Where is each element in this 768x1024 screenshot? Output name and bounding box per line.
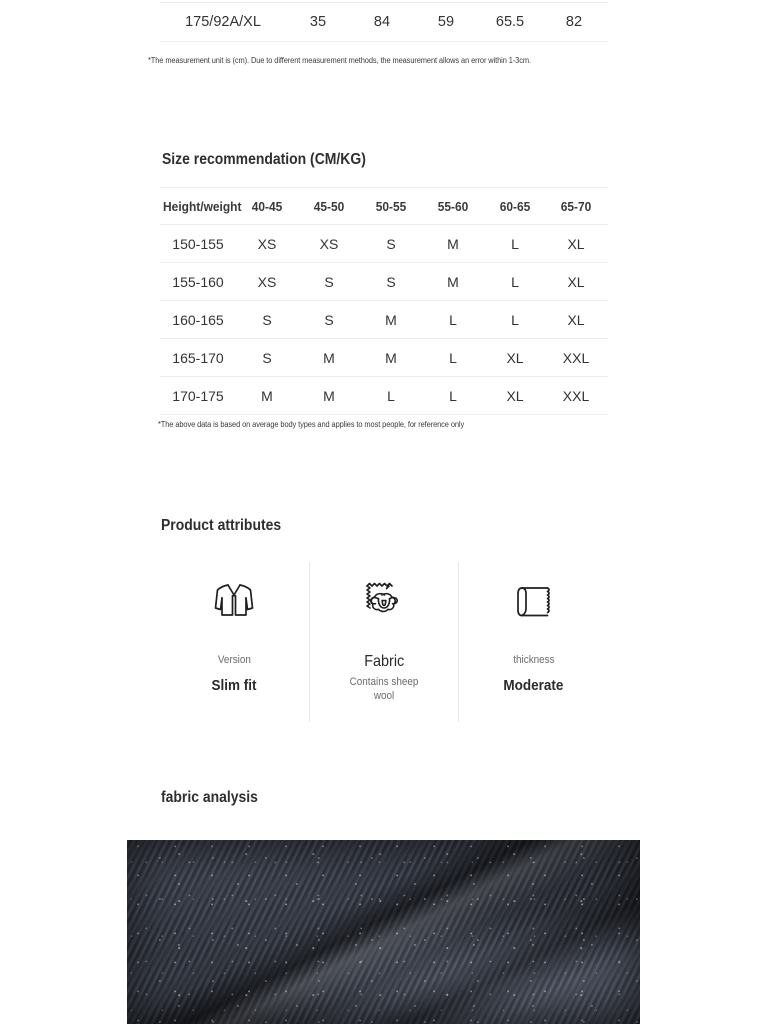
size-cell: XL [567, 311, 585, 328]
size-cell: S [324, 273, 334, 290]
size-cell: XS [257, 235, 277, 252]
size-cell: S [386, 235, 396, 252]
table-row [160, 377, 608, 415]
measurement-size-cell: 175/92A/XL [185, 14, 261, 30]
measurement-value-cell: 59 [437, 14, 455, 30]
measurement-note: *The measurement unit is (cm). Due to different measurement methods, the measurement allows an error within 1-3cm. [148, 56, 531, 65]
size-recommendation-table [160, 187, 608, 415]
size-recommendation-title: Size recommendation (CM/KG) [162, 151, 366, 168]
size-cell: L [511, 273, 519, 290]
attribute-label: Contains sheep wool [349, 676, 419, 702]
table-row [160, 2, 608, 42]
table-row [160, 339, 608, 377]
size-cell: S [262, 311, 272, 328]
column-header: 45-50 [313, 198, 345, 214]
attribute-value: Slim fit [211, 676, 257, 694]
size-cell: L [387, 387, 395, 404]
fabric-analysis-title: fabric analysis [161, 789, 258, 806]
column-header: Height/weight [163, 198, 242, 214]
row-height-cell: 155-160 [172, 273, 224, 290]
table-row [160, 301, 608, 339]
size-cell: M [323, 349, 335, 366]
attribute-label: thickness [513, 654, 555, 666]
product-attributes-title: Product attributes [161, 517, 282, 534]
size-cell: M [323, 387, 335, 404]
size-cell: XS [257, 273, 277, 290]
row-height-cell: 150-155 [172, 235, 224, 252]
fabric-analysis-image [127, 840, 640, 1024]
size-cell: M [261, 387, 273, 404]
size-cell: L [449, 311, 457, 328]
size-cell: XXL [562, 387, 590, 404]
row-height-cell: 165-170 [172, 349, 224, 366]
measurement-value-cell: 35 [309, 14, 327, 30]
column-header: 40-45 [251, 198, 283, 214]
fabric-roll-icon [511, 568, 557, 632]
table-row [160, 263, 608, 301]
measurement-value-cell: 84 [373, 14, 391, 30]
size-cell: L [449, 349, 457, 366]
size-cell: S [262, 349, 272, 366]
attribute-value: Fabric [364, 653, 405, 670]
sheep-icon [358, 568, 410, 632]
attribute-item-fabric [309, 562, 459, 722]
measurement-value-cell: 82 [565, 14, 583, 30]
attribute-item-version [160, 562, 309, 722]
attribute-value: Moderate [503, 676, 564, 694]
size-recommendation-note: *The above data is based on average body types and applies to most people, for reference only [158, 420, 465, 429]
size-cell: XXL [562, 349, 590, 366]
size-cell: M [447, 273, 459, 290]
size-cell: XL [506, 349, 524, 366]
size-cell: XS [319, 235, 339, 252]
cardigan-icon [210, 568, 258, 632]
column-header: 65-70 [560, 198, 592, 214]
size-cell: M [385, 311, 397, 328]
size-cell: S [324, 311, 334, 328]
table-row [160, 225, 608, 263]
size-cell: L [511, 311, 519, 328]
attribute-label: Version [217, 654, 251, 666]
column-header: 60-65 [499, 198, 531, 214]
size-cell: XL [567, 273, 585, 290]
table-header-row [160, 187, 608, 225]
attribute-item-thickness [458, 562, 608, 722]
size-cell: XL [506, 387, 524, 404]
size-cell: S [386, 273, 396, 290]
measurement-value-cell: 65.5 [495, 14, 525, 30]
measurement-table [160, 2, 608, 42]
row-height-cell: 170-175 [172, 387, 224, 404]
size-cell: L [449, 387, 457, 404]
size-cell: L [511, 235, 519, 252]
size-cell: M [385, 349, 397, 366]
fabric-vignette-layer [127, 840, 640, 1024]
size-cell: M [447, 235, 459, 252]
column-header: 50-55 [375, 198, 407, 214]
size-cell: XL [567, 235, 585, 252]
column-header: 55-60 [437, 198, 469, 214]
product-attributes-list [160, 562, 608, 722]
row-height-cell: 160-165 [172, 311, 224, 328]
